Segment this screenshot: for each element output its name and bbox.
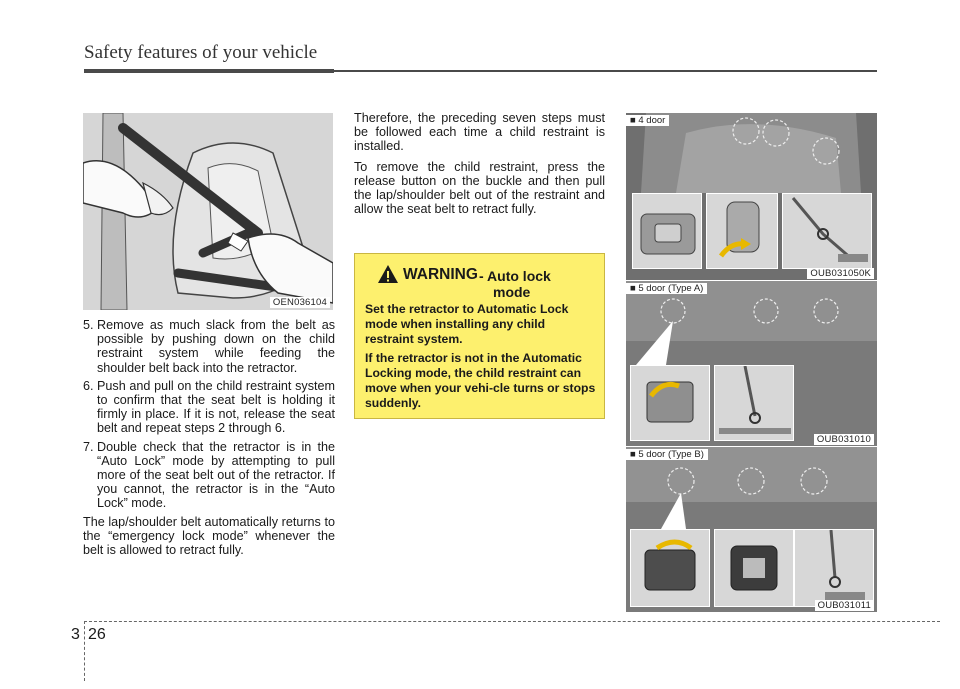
photo-tag: ■ 4 door xyxy=(626,115,669,126)
photo-inset xyxy=(714,365,794,441)
warning-triangle-icon xyxy=(377,264,399,284)
photo-tag: ■ 5 door (Type B) xyxy=(626,449,708,460)
child-seat-illustration xyxy=(83,113,333,310)
photo-4-door xyxy=(626,113,877,280)
warning-box xyxy=(354,253,605,419)
photo-inset xyxy=(782,193,872,269)
photo-5-door-type-b xyxy=(626,447,877,612)
steps-list xyxy=(83,318,335,511)
left-column-text xyxy=(83,318,335,563)
anchor-cover-image xyxy=(633,194,702,269)
paragraph: To remove the child restraint, press the release button on the buckle and then pull the lap/shoulder belt out of the restraint and allow the seat belt to retract fully. xyxy=(354,159,605,217)
header-rule-thick xyxy=(84,69,334,73)
list-item: 6. Push and pull on the child restraint system to confirm that the seat belt is holding it firmly in place. If it is not, release the seat belt and repeat steps 2 through 6. xyxy=(83,378,335,436)
photo-tag: ■ 5 door (Type A) xyxy=(626,283,707,294)
warning-heading: WARNING xyxy=(403,266,478,283)
anchor-image xyxy=(631,366,710,441)
photo-5-door-type-a xyxy=(626,281,877,446)
middle-column-text xyxy=(354,111,605,222)
photo-code: OUB031010 xyxy=(814,434,874,445)
list-item: 5. Remove as much slack from the belt as possible by pushing down on the child restraint system while feeding the shoulder belt back into the retractor. xyxy=(83,318,335,375)
photo-inset xyxy=(630,529,710,607)
photo-inset xyxy=(630,365,710,441)
header-rule-thin xyxy=(334,70,877,72)
footer-divider xyxy=(84,621,85,681)
illustration-code: OEN036104 xyxy=(270,297,330,308)
anchor-cover-image xyxy=(631,530,710,607)
paragraph: Therefore, the preceding seven steps must be followed each time a child restraint is installed. xyxy=(354,111,605,154)
anchor-open-image xyxy=(707,194,778,269)
photo-inset xyxy=(632,193,702,269)
warning-paragraph: Set the retractor to Automatic Lock mode when installing any child restraint system. xyxy=(365,302,569,346)
photo-inset xyxy=(706,193,778,269)
photo-code: OUB031011 xyxy=(815,600,874,611)
page-header-title: Safety features of your vehicle xyxy=(84,42,318,63)
photo-code: OUB031050K xyxy=(807,268,874,279)
chapter-number: 3 xyxy=(71,626,80,643)
closing-paragraph: The lap/shoulder belt automatically returns to the “emergency lock mode” whenever the belt is allowed to retract fully. xyxy=(83,514,335,558)
child-seat-drawing xyxy=(83,113,333,310)
warning-body xyxy=(365,302,597,411)
photo-inset xyxy=(714,529,794,607)
tether-hook-image xyxy=(715,366,794,441)
page-number: 26 xyxy=(88,626,106,643)
list-item: 7. Double check that the retractor is in the “Auto Lock” mode by attempting to pull more of the seat belt out of the retractor. If you cannot, the retractor is in the “Auto Lock” mode. xyxy=(83,439,335,511)
photo-inset xyxy=(794,529,874,607)
footer-rule xyxy=(84,621,940,622)
warning-subtitle-continued: mode xyxy=(493,284,531,300)
tether-hook-image xyxy=(783,194,872,269)
anchor-image xyxy=(715,530,794,607)
tether-hook-image xyxy=(795,530,874,607)
warning-subtitle: - Auto lock xyxy=(479,268,551,284)
warning-paragraph: If the retractor is not in the Automatic Locking mode, the child restraint can move when your vehi-cle turns or stops suddenly. xyxy=(365,351,596,410)
